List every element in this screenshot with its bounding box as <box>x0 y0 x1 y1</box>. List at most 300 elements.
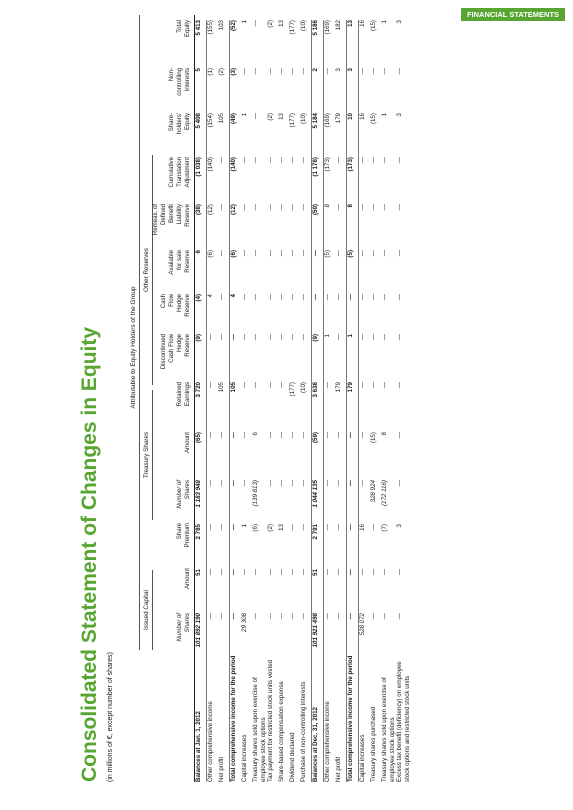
row-label: Balances at Jan. 1, 2012 <box>195 711 202 782</box>
table-row <box>324 20 336 782</box>
table-cell: 105 <box>218 113 225 124</box>
table-cell: 528 072 <box>359 613 371 655</box>
table-cell: — <box>241 480 248 487</box>
table-cell: — <box>218 569 225 576</box>
table-cell: 6 <box>195 250 202 254</box>
table-cell: 5 413 <box>195 20 202 36</box>
table-cell: 1 <box>381 20 388 24</box>
table-cell: 10 <box>347 113 359 157</box>
table-row <box>312 20 324 782</box>
table-cell: 3 <box>335 68 342 72</box>
table-cell: (65) <box>195 432 202 444</box>
column-header: Amount <box>184 432 191 454</box>
table-cell: — <box>267 432 274 439</box>
table-cell: 13 <box>278 524 285 531</box>
table-row <box>267 20 278 782</box>
table-cell: — <box>335 613 342 620</box>
row-label: Capital increases <box>359 655 371 782</box>
table-cell: — <box>324 294 336 334</box>
table-cell: 103 <box>218 20 225 31</box>
table-cell: 13 <box>347 20 359 68</box>
table-cell: — <box>396 204 403 211</box>
table-cell: — <box>267 613 274 620</box>
table-cell: — <box>359 294 371 334</box>
issued-capital-rule <box>152 570 153 650</box>
table-cell: — <box>267 382 274 389</box>
table-cell: — <box>289 334 296 341</box>
table-cell: 51 <box>195 569 202 576</box>
table-cell: 3 720 <box>195 382 202 398</box>
table-cell: — <box>359 432 371 480</box>
table-cell: — <box>267 250 274 257</box>
table-cell: — <box>396 68 403 75</box>
table-cell: (9) <box>312 334 324 382</box>
table-cell: — <box>278 250 285 257</box>
table-cell: 16 <box>359 524 371 569</box>
table-cell: — <box>207 432 219 480</box>
table-cell: — <box>359 204 371 250</box>
table-cell: — <box>370 68 377 75</box>
table-cell: 51 <box>312 569 324 613</box>
table-cell: — <box>289 613 296 620</box>
treasury-shares-header: Treasury Shares <box>143 431 150 479</box>
table-row <box>218 20 230 782</box>
other-reserves-header: Other Reserves <box>143 247 150 293</box>
table-cell: 105 <box>230 382 242 432</box>
table-cell: 1 <box>381 113 388 117</box>
column-header: Share- holders' Equity <box>168 113 191 135</box>
table-cell: (1) <box>207 68 219 113</box>
table-cell: — <box>267 334 274 341</box>
table-cell: — <box>324 432 336 480</box>
table-cell: — <box>278 68 285 75</box>
table-cell: — <box>347 480 359 524</box>
table-cell: — <box>278 613 285 620</box>
table-cell: — <box>335 294 342 301</box>
table-cell: — <box>207 613 219 655</box>
table-cell: — <box>230 480 242 524</box>
table-cell: — <box>230 613 242 655</box>
table-cell: — <box>278 432 285 439</box>
column-header: Cash Flow Hedge Reserve <box>160 294 191 317</box>
table-cell: — <box>396 569 403 576</box>
table-row <box>252 20 267 782</box>
table-cell: (1 038) <box>195 157 202 177</box>
table-row <box>278 20 289 782</box>
table-cell: 5 184 <box>312 113 324 157</box>
table-cell: — <box>252 382 259 389</box>
table-cell: — <box>300 157 307 164</box>
table-cell: — <box>312 294 324 334</box>
table-cell: 182 <box>335 20 342 31</box>
row-label: Balances at Dec. 31, 2012 <box>312 655 324 782</box>
table-cell: — <box>370 382 377 389</box>
table-cell: — <box>347 432 359 480</box>
table-cell: — <box>370 250 377 257</box>
table-cell: 179 <box>335 113 342 124</box>
table-cell: — <box>278 569 285 576</box>
table-cell: 8 <box>324 204 336 250</box>
table-cell: — <box>335 204 342 211</box>
table-cell: (3) <box>230 68 242 113</box>
table-cell: — <box>300 569 307 576</box>
table-cell: (169) <box>324 113 336 157</box>
equity-table <box>195 20 411 782</box>
issued-capital-header: Issued Capital <box>143 590 150 630</box>
table-cell: — <box>359 250 371 294</box>
table-cell: — <box>252 20 259 27</box>
table-cell: — <box>230 432 242 480</box>
table-cell: (154) <box>207 113 219 157</box>
table-row <box>230 20 242 782</box>
column-header: Discontinued Cash Flow Hedge Reserve <box>160 334 191 370</box>
row-label: Treasury shares sold upon exercise of employee stock options <box>252 677 267 782</box>
column-header: Retained Earnings <box>176 382 191 407</box>
table-cell: 3 638 <box>312 382 324 432</box>
row-label: Treasury shares purchased <box>370 706 377 782</box>
table-cell: — <box>289 250 296 257</box>
table-cell: 2 791 <box>312 524 324 569</box>
table-cell: — <box>230 569 242 613</box>
column-header: Total Equity <box>176 20 191 37</box>
table-cell: — <box>396 334 403 341</box>
table-cell: (59) <box>312 432 324 480</box>
table-cell: (4) <box>195 294 202 302</box>
table-cell: — <box>300 334 307 341</box>
table-cell: — <box>359 569 371 613</box>
row-label: Purchase of non-controlling interests <box>300 681 307 782</box>
table-row <box>359 20 371 782</box>
table-cell: — <box>289 569 296 576</box>
group-header: Attributable to Equity Holders of the Group <box>130 286 137 409</box>
table-cell: 1 <box>241 20 248 24</box>
table-cell: — <box>289 294 296 301</box>
table-cell: 29 308 <box>241 613 248 632</box>
section-badge: FINANCIAL STATEMENTS <box>461 8 565 21</box>
table-cell: — <box>312 250 324 294</box>
row-label: Dividend declared <box>289 732 296 782</box>
table-cell: — <box>324 382 336 432</box>
table-cell: — <box>267 294 274 301</box>
table-cell: — <box>370 204 377 211</box>
table-cell: 179 <box>347 382 359 432</box>
table-cell: — <box>252 334 259 341</box>
table-cell: — <box>300 432 307 439</box>
table-cell: — <box>278 204 285 211</box>
table-row <box>195 20 207 782</box>
column-header: Remeas. of Defined Benefit Liability Reserve <box>152 204 191 236</box>
table-cell: 1 183 948 <box>195 480 202 508</box>
table-cell: — <box>300 250 307 257</box>
table-cell: — <box>396 382 403 389</box>
table-cell: 5 186 <box>312 20 324 68</box>
table-cell: 13 <box>278 113 285 120</box>
table-cell: (177) <box>289 382 296 397</box>
column-header: Number of Shares <box>176 613 191 642</box>
table-cell: — <box>335 157 342 164</box>
table-cell: (6) <box>252 524 259 532</box>
row-label: Other comprehensive income <box>207 655 219 782</box>
table-cell: (177) <box>289 20 296 35</box>
table-cell: (1 178) <box>312 157 324 204</box>
table-cell: — <box>207 382 219 432</box>
table-cell: (5) <box>347 250 359 294</box>
table-cell: — <box>396 432 403 439</box>
table-cell: — <box>381 569 388 576</box>
column-header: Share Premium <box>176 523 191 548</box>
table-cell: — <box>207 524 219 569</box>
table-cell: 8 <box>381 432 388 436</box>
table-cell: — <box>324 524 336 569</box>
table-cell: — <box>381 157 388 164</box>
table-row <box>335 20 347 782</box>
table-cell: (139 813) <box>252 480 259 507</box>
table-cell: 101 892 190 <box>195 613 202 648</box>
table-cell: — <box>241 432 248 439</box>
table-cell: 179 <box>335 382 342 393</box>
row-label: Total comprehensive income for the period <box>230 655 242 782</box>
table-cell: 1 <box>324 334 336 382</box>
table-cell: — <box>335 334 342 341</box>
table-cell: — <box>278 157 285 164</box>
table-cell: — <box>289 68 296 75</box>
table-cell: — <box>335 480 342 487</box>
table-cell: (6) <box>230 250 242 294</box>
table-cell: — <box>267 480 274 487</box>
table-cell: 3 <box>396 113 403 117</box>
table-cell: — <box>370 294 377 301</box>
table-cell: — <box>324 480 336 524</box>
table-cell: 5 <box>195 68 202 72</box>
row-label: Treasury shares sold upon exercise of employee stock options <box>381 677 396 782</box>
table-cell: — <box>218 157 225 164</box>
table-cell: — <box>218 204 225 211</box>
table-cell: (52) <box>230 20 242 68</box>
table-cell: — <box>300 613 307 620</box>
table-cell: 3 <box>396 20 403 24</box>
table-cell: (169) <box>324 20 336 68</box>
other-reserves-rule <box>152 155 153 385</box>
table-cell: — <box>359 480 371 524</box>
table-cell: (15) <box>370 113 377 125</box>
table-cell: 1 044 135 <box>312 480 324 524</box>
table-cell: (38) <box>195 204 202 216</box>
table-cell: (172 116) <box>381 480 388 507</box>
table-cell: — <box>267 157 274 164</box>
table-cell: (155) <box>207 20 219 68</box>
table-cell: 6 <box>252 432 259 436</box>
group-header-rule <box>139 15 140 650</box>
table-cell: 4 <box>207 294 219 334</box>
table-row <box>347 20 359 782</box>
table-cell: — <box>207 334 219 382</box>
table-cell: (15) <box>370 432 377 444</box>
table-cell: — <box>218 613 225 620</box>
table-cell: (2) <box>267 524 274 532</box>
table-cell: — <box>241 569 248 576</box>
column-header: Non- controlling Interests <box>168 68 191 96</box>
table-cell: — <box>218 432 225 439</box>
table-cell: — <box>381 204 388 211</box>
row-label: Share-based compensation expense <box>278 681 285 782</box>
table-cell: — <box>218 334 225 341</box>
table-cell: — <box>230 334 242 382</box>
column-header: Available for sale Reserve <box>168 250 191 275</box>
table-cell: — <box>381 250 388 257</box>
table-cell: 1 <box>241 524 248 528</box>
table-cell: 5 408 <box>195 113 202 129</box>
table-cell: — <box>381 334 388 341</box>
table-cell: — <box>324 613 336 655</box>
table-row <box>300 20 312 782</box>
table-cell: (177) <box>289 113 296 128</box>
table-cell: — <box>218 294 225 301</box>
table-cell: — <box>241 334 248 341</box>
table-cell: (10) <box>300 20 307 32</box>
table-cell: — <box>359 334 371 382</box>
table-cell: 2 <box>312 68 324 113</box>
table-cell: (5) <box>324 250 336 294</box>
table-cell: — <box>370 524 377 531</box>
table-cell: — <box>370 157 377 164</box>
table-cell: — <box>370 569 377 576</box>
table-cell: — <box>241 157 248 164</box>
table-cell: 16 <box>359 20 371 68</box>
table-cell: — <box>241 68 248 75</box>
row-label: Capital increases <box>241 734 248 782</box>
table-cell: — <box>252 250 259 257</box>
table-cell: — <box>359 68 371 113</box>
table-cell: — <box>347 569 359 613</box>
table-cell: — <box>241 250 248 257</box>
table-cell: (10) <box>300 113 307 125</box>
table-cell: (50) <box>312 204 324 250</box>
table-cell: 8 <box>347 204 359 250</box>
table-cell: — <box>347 613 359 655</box>
table-cell: — <box>278 334 285 341</box>
table-row <box>370 20 381 782</box>
row-label: Other comprehensive income <box>324 655 336 782</box>
table-cell: 13 <box>278 20 285 27</box>
row-label: Net profit <box>218 756 225 782</box>
row-label: Total comprehensive income for the period <box>347 655 359 782</box>
table-cell: 105 <box>218 382 225 393</box>
table-cell: — <box>241 382 248 389</box>
table-cell: (2) <box>218 68 225 76</box>
table-cell: — <box>335 432 342 439</box>
table-row <box>241 20 252 782</box>
table-cell: — <box>289 204 296 211</box>
table-cell: 101 921 498 <box>312 613 324 655</box>
table-cell: — <box>218 480 225 487</box>
table-cell: (10) <box>300 382 307 394</box>
column-header: Amount <box>184 568 191 590</box>
table-cell: — <box>396 294 403 301</box>
table-cell: — <box>207 569 219 613</box>
column-header: Cumulative Translation Adjustment <box>168 157 191 188</box>
table-cell: — <box>252 613 259 620</box>
table-row <box>396 20 411 782</box>
table-cell: (2) <box>267 113 274 121</box>
table-cell: — <box>347 524 359 569</box>
table-cell: — <box>278 382 285 389</box>
table-cell: — <box>252 157 259 164</box>
table-cell: — <box>335 250 342 257</box>
table-cell: — <box>300 68 307 75</box>
table-cell: — <box>324 68 336 113</box>
treasury-shares-rule <box>152 390 153 520</box>
table-cell: — <box>335 569 342 576</box>
table-cell: 4 <box>230 294 242 334</box>
table-cell: — <box>289 524 296 531</box>
table-cell: — <box>218 250 225 257</box>
table-cell: (173) <box>324 157 336 204</box>
table-cell: — <box>289 480 296 487</box>
table-cell: — <box>396 250 403 257</box>
table-cell: — <box>241 204 248 211</box>
table-cell: — <box>289 157 296 164</box>
table-cell: — <box>289 432 296 439</box>
table-row <box>289 20 300 782</box>
table-cell: — <box>252 569 259 576</box>
column-header: Number of Shares <box>176 480 191 509</box>
table-cell: (7) <box>381 524 388 532</box>
table-cell: — <box>381 613 388 620</box>
table-cell: (15) <box>370 20 377 32</box>
table-cell: — <box>267 204 274 211</box>
table-row <box>381 20 396 782</box>
table-cell: — <box>218 524 225 531</box>
row-label: Net profit <box>335 756 342 782</box>
table-cell: (2) <box>267 20 274 28</box>
table-cell: — <box>241 294 248 301</box>
table-cell: — <box>381 68 388 75</box>
table-cell: (140) <box>207 157 219 204</box>
row-label: Excess tax benefit (deficiency) on employee stock options and restricted stock units <box>396 661 411 782</box>
table-cell: 1 <box>347 334 359 382</box>
table-cell: (12) <box>207 204 219 250</box>
table-cell: 1 <box>241 113 248 117</box>
table-cell: 2 785 <box>195 524 202 540</box>
table-cell: — <box>347 294 359 334</box>
table-cell: — <box>396 480 403 487</box>
table-cell: — <box>252 113 259 120</box>
page-title: Consolidated Statement of Changes in Equity <box>78 326 101 782</box>
table-cell: (6) <box>207 250 219 294</box>
table-cell: 16 <box>359 113 371 157</box>
table-cell: — <box>278 294 285 301</box>
table-cell: — <box>300 294 307 301</box>
table-cell: (173) <box>347 157 359 204</box>
table-cell: — <box>252 294 259 301</box>
table-cell: (49) <box>230 113 242 157</box>
table-cell: (12) <box>230 204 242 250</box>
table-cell: (140) <box>230 157 242 204</box>
table-cell: — <box>381 382 388 389</box>
table-cell: 3 <box>396 524 403 528</box>
table-cell: — <box>278 480 285 487</box>
table-cell: — <box>370 613 377 620</box>
table-cell: — <box>396 157 403 164</box>
row-label: Tax payment for restricted stock units vested <box>267 659 274 782</box>
table-cell: — <box>230 524 242 569</box>
table-cell: — <box>267 68 274 75</box>
table-cell: — <box>396 613 403 620</box>
table-cell: 328 924 <box>370 480 377 503</box>
table-cell: — <box>381 294 388 301</box>
table-cell: — <box>300 204 307 211</box>
table-cell: — <box>300 524 307 531</box>
